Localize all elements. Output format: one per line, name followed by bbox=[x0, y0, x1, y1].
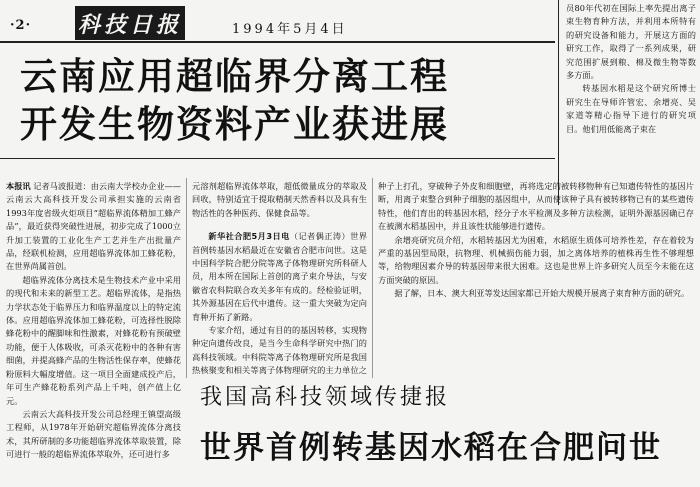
article1-para3: 云南云大高科技开发公司总经理王镇望高级工程师，从1978年开始研究超临界流体分离技术，其所研制的多功能超临界流体萃取装置，除可进行一般的超临界流体萃取外，还可进行多 bbox=[6, 408, 181, 460]
newspaper-nameplate: 科技日报 bbox=[75, 6, 185, 40]
issue-date: 1994年5月4日 bbox=[232, 22, 348, 37]
article1-headline-line1: 云南应用超临界分离工程 bbox=[20, 55, 449, 98]
column-divider bbox=[558, 0, 559, 205]
column-divider-2 bbox=[372, 178, 373, 378]
article2-headline-block bbox=[186, 378, 696, 486]
article2-right-para1: 员80年代初在国际上率先提出离子束生物育种方法，并利用本所特有的研究设备和能力，开展这方面的研究工作，取得了一系列成果，研究范围扩展到粮、棉及微生物等数多方面。 bbox=[566, 3, 696, 81]
article2-right-para2: 转基因水稻是这个研究所博士研究生在导师许管宏、余增亮、吴家道等精心指导下进行的研究项目。他们用低能离子束在 bbox=[566, 83, 696, 134]
column-divider-1 bbox=[186, 178, 187, 378]
article2-para2: 专家介绍，通过有目的的基因转移，实现物种定向遗传改良，是当今生命科学研究中热门的高科技领域。中科院等离子体物理研究所是我国热核聚变和相关等离子体物理研究的主力单位之 bbox=[192, 325, 367, 375]
masthead-rule bbox=[0, 41, 555, 43]
article2-subheadline: 我国高科技领域传捷报 bbox=[200, 385, 451, 410]
article1-headline-line2: 开发生物资料产业获进展 bbox=[20, 103, 449, 146]
article2-col3-para3: 据了解，日本、澳大利亚等发达国家都已开始大规模开展离子束育种方面的研究。 bbox=[394, 288, 690, 299]
page-number: ·2· bbox=[10, 18, 32, 33]
article2-right-top-column bbox=[566, 2, 696, 202]
article2-headline: 世界首例转基因水稻在合肥问世 bbox=[200, 430, 662, 466]
article2-column3 bbox=[378, 180, 694, 375]
article2-col3-para2: 余增亮研究员介绍，水稻转基因尤为困难，水稻原生质体可培养性差，存在着较为严重的基因型局限，抗物理、机械损伤能力弱，加之离体培养的植株再生性不够理想等，给物理因素介导的转基因带来很大困难。这也是世界上许多研究人员至今未能在这方面突破的原因。 bbox=[378, 234, 694, 285]
headline-rule bbox=[0, 158, 555, 159]
article1-byline: 本报讯 bbox=[6, 181, 31, 191]
article-column2 bbox=[192, 180, 367, 375]
article1-col2-para: 元溶剂超临界流体萃取，超低微量成分的萃取及回收，特别适宜于提取精制天然香料以及具有生物活性的各种医药、保健食品等。 bbox=[192, 181, 367, 218]
article2-para1: 世界首例转基因水稻最近在安徽省合肥市问世。这是中国科学院合肥分院等离子体物理研究所科研人员，用本所在国际上首创的离子束介导法，与安徽省农科院联合攻关多年有成的。经检验证明，其外源基因在后代中遗传。这一重大突破为定向育种开拓了新路。 bbox=[192, 231, 367, 322]
article2-byline: 新华社合肥5月3日电 bbox=[208, 231, 290, 242]
article1-column1 bbox=[6, 180, 181, 480]
article1-para2: 超临界流体分离技术是生物技术产业中采用的现代和未来的新型工艺。超临界流体，是指热力学状态处于临界压力和临界温度以上的特定流体。应用超临界流体加工蜂花粉，可选择性脱除蜂花粉中的醒脚味和性激素，对蜂花粉有预破壁功能，便于人体吸收，可杀灭花粉中的各种有害细菌，并提高蜂产品的生物活性保存率，使蜂花粉原料大幅度增值。这一项目全面建成投产后，年可生产蜂花粉系列产品上千吨，创产值上亿元。 bbox=[6, 274, 181, 406]
article2-col3-para1: 种子上打孔，穿破种子外皮和细胞壁，再将选定的被转移物种有已知遗传特性的基因片断，用离子束整合到种子细胞的基因组中，从而使该种子具有被转移物已有的某些遗传特性，他们育出的转基因水稻，经分子水平检测及多种方法检测，证明外源基因确已存在被测水稻基因中，并且该性状能够进行遗传。 bbox=[378, 181, 694, 232]
article1-reporter: 记者马波报道： bbox=[33, 181, 91, 191]
article1-para1: 由云南大学校办企业——云南云大高科技开发公司承担实施的云南省1993年度省级火炬项目“超临界流体精加工蜂产品”，最近获得突破性进展，初步完成了1000立升加工装置的工业化生产工艺并生产出批量产品，经联机检测，应用超临界流体加工蜂花粉，在世界尚属首创。 bbox=[6, 181, 181, 272]
article2-reporter: （记者偶正涛） bbox=[289, 231, 351, 242]
